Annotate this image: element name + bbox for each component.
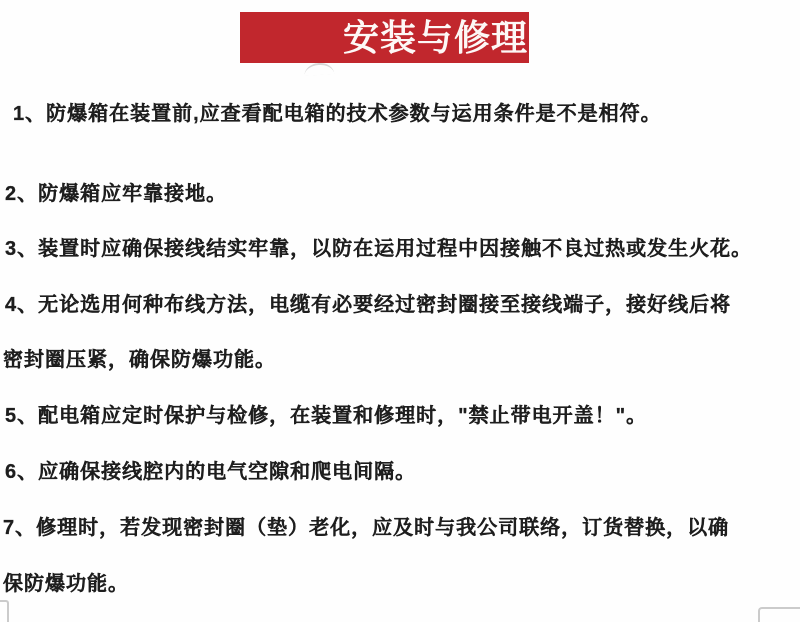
list-item-4-line-2: 密封圈压紧，确保防爆功能。 [3, 349, 276, 371]
table-corner-artifact-right [758, 607, 800, 622]
list-item-4-line-1: 4、无论选用何种布线方法，电缆有必要经过密封圈接至接线端子，接好线后将 [5, 294, 732, 316]
list-item-2: 2、防爆箱应牢靠接地。 [5, 183, 228, 205]
title-banner [240, 12, 529, 63]
list-item-7-line-1: 7、修理时，若发现密封圈（垫）老化，应及时与我公司联络，订货替换，以确 [3, 517, 730, 539]
list-item-7-line-2: 保防爆功能。 [3, 573, 129, 595]
list-item-1: 1、防爆箱在装置前,应查看配电箱的技术参数与运用条件是不是相符。 [13, 103, 662, 125]
page-title: 安装与修理 [342, 16, 528, 59]
list-item-6: 6、应确保接线腔内的电气空隙和爬电间隔。 [5, 461, 417, 483]
scan-artifact-mark [304, 62, 335, 76]
list-item-3: 3、装置时应确保接线结实牢靠，以防在运用过程中因接触不良过热或发生火花。 [5, 238, 753, 260]
list-item-5: 5、配电箱应定时保护与检修，在装置和修理时，"禁止带电开盖！"。 [5, 405, 648, 427]
table-corner-artifact-left [0, 600, 9, 622]
